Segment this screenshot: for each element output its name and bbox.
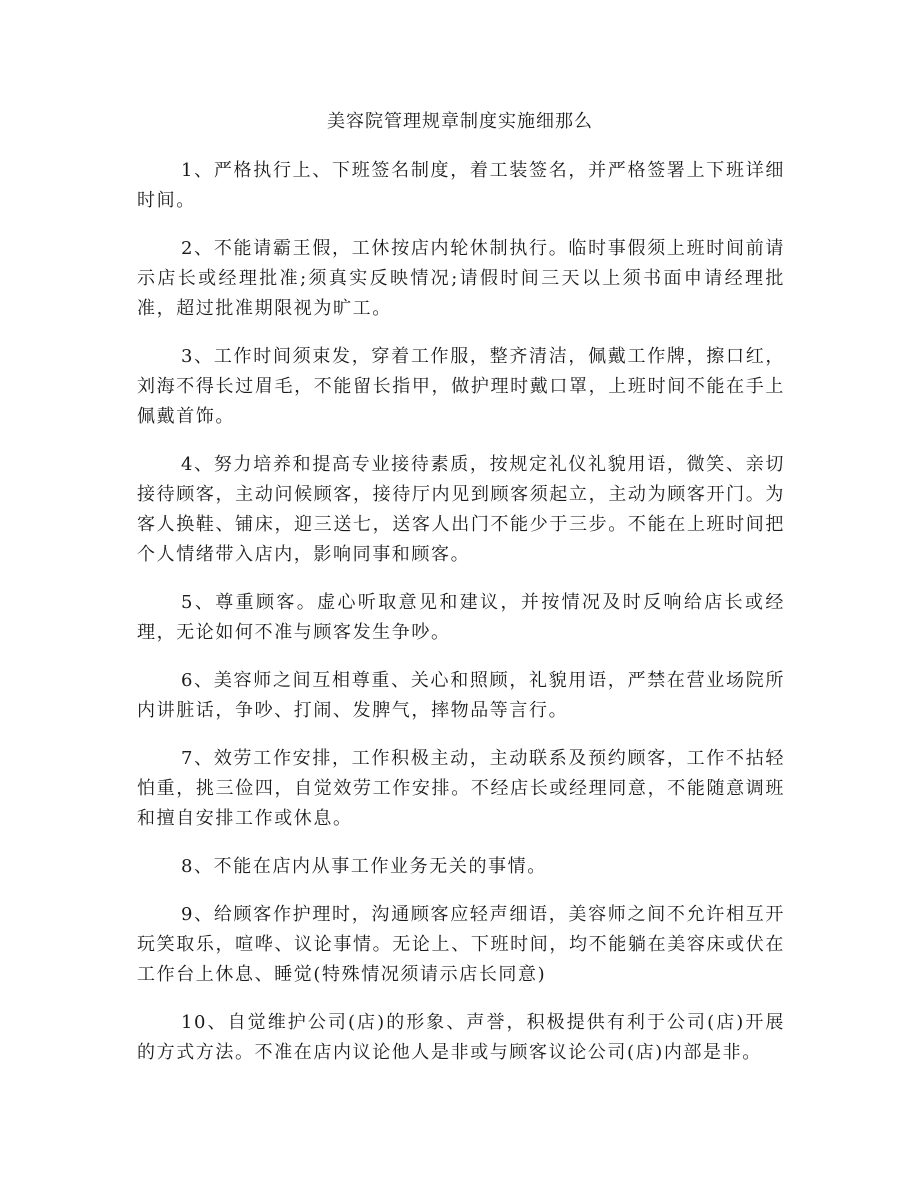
document-body bbox=[137, 156, 785, 1086]
rule-paragraph-2: 2、不能请霸王假，工休按店内轮休制执行。临时事假须上班时间前请示店长或经理批准;须真实反映情况;请假时间三天以上须书面申请经理批准，超过批准期限视为旷工。 bbox=[137, 238, 785, 319]
rule-paragraph-5: 5、尊重顾客。虚心听取意见和建议，并按情况及时反响给店长或经理，无论如何不准与顾客发生争吵。 bbox=[137, 592, 785, 643]
rule-paragraph-4: 4、努力培养和提高专业接待素质，按规定礼仪礼貌用语，微笑、亲切接待顾客，主动问候顾客，接待厅内见到顾客须起立，主动为顾客开门。为客人换鞋、铺床，迎三送七，送客人出门不能少于三步。不能在上班时间把个人情绪带入店内，影响同事和顾客。 bbox=[137, 454, 785, 565]
rule-paragraph-1: 1、严格执行上、下班签名制度，着工装签名，并严格签署上下班详细时间。 bbox=[137, 160, 785, 211]
rule-paragraph-7: 7、效劳工作安排，工作积极主动，主动联系及预约顾客，工作不拈轻怕重，挑三俭四，自觉效劳工作安排。不经店长或经理同意，不能随意调班和擅自安排工作或休息。 bbox=[137, 748, 785, 829]
rule-paragraph-9: 9、给顾客作护理时，沟通顾客应轻声细语，美容师之间不允许相互开玩笑取乐，喧哗、议论事情。无论上、下班时间，均不能躺在美容床或伏在工作台上休息、睡觉(特殊情况须请示店长同意) bbox=[137, 904, 785, 985]
rule-paragraph-3: 3、工作时间须束发，穿着工作服，整齐清洁，佩戴工作牌，擦口红，刘海不得长过眉毛，不能留长指甲，做护理时戴口罩，上班时间不能在手上佩戴首饰。 bbox=[137, 346, 785, 427]
document-title: 美容院管理规章制度实施细那么 bbox=[327, 111, 593, 132]
rule-paragraph-10: 10、自觉维护公司(店)的形象、声誉，积极提供有利于公司(店)开展的方式方法。不准在店内议论他人是非或与顾客议论公司(店)内部是非。 bbox=[137, 1012, 785, 1063]
rule-paragraph-8: 8、不能在店内从事工作业务无关的事情。 bbox=[181, 856, 547, 877]
rule-paragraph-6: 6、美容师之间互相尊重、关心和照顾，礼貌用语，严禁在营业场院所内讲脏话，争吵、打闹、发脾气，摔物品等言行。 bbox=[137, 670, 785, 721]
